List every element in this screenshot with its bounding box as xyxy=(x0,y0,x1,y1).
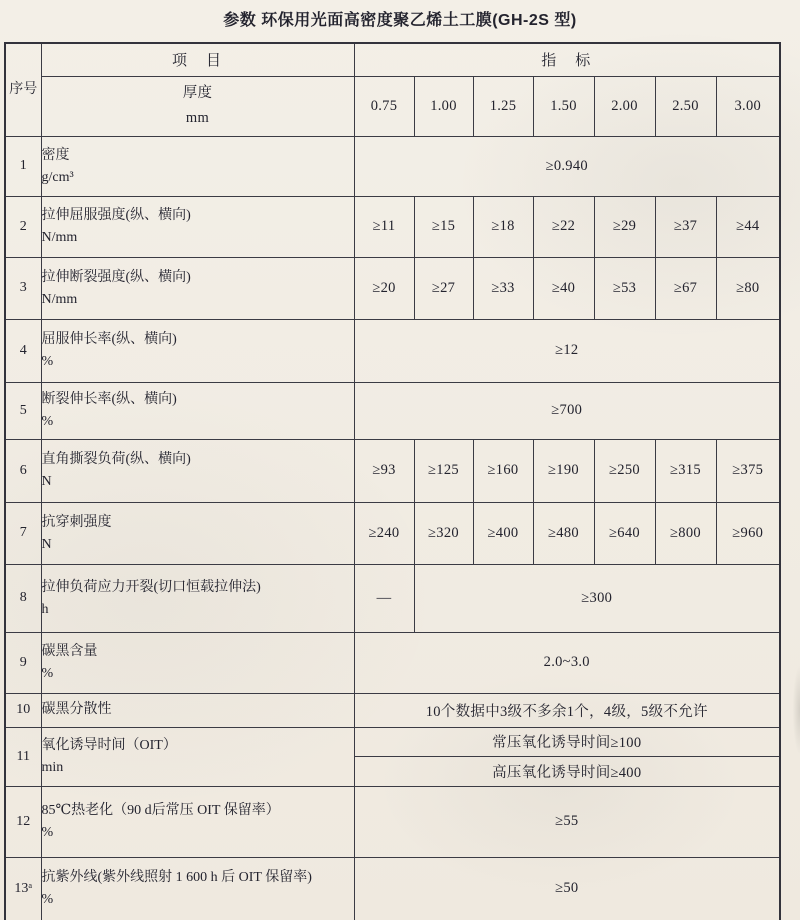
row-label-cell xyxy=(41,136,354,196)
thickness-value: 3.00 xyxy=(716,76,780,136)
row-value: ≥960 xyxy=(716,502,780,564)
header-row-1 xyxy=(5,43,780,76)
row-label-cell xyxy=(41,196,354,257)
table-row xyxy=(5,727,780,756)
thickness-label: 厚度 xyxy=(182,84,213,101)
row-value: ≥640 xyxy=(594,502,655,564)
row-seq: 6 xyxy=(5,439,41,502)
header-seq: 序号 xyxy=(5,43,41,136)
table-row xyxy=(5,857,780,920)
row-value: ≥29 xyxy=(594,196,655,257)
row-value-span: 2.0~3.0 xyxy=(354,632,780,693)
row-value: ≥240 xyxy=(354,502,414,564)
row-value: ≥53 xyxy=(594,257,655,319)
row-value: ≥40 xyxy=(533,257,594,319)
row-seq: 12 xyxy=(5,786,41,857)
thickness-value: 1.00 xyxy=(414,76,473,136)
row-unit: N/mm xyxy=(41,230,78,246)
row-value: ≥80 xyxy=(716,257,780,319)
row-label: 屈服伸长率(纵、横向) xyxy=(41,332,177,348)
row-label: 抗紫外线(紫外线照射 1 600 h 后 OIT 保留率) xyxy=(41,870,312,886)
row-label-cell xyxy=(41,693,354,727)
table-row xyxy=(5,439,780,502)
row-label: 碳黑含量 xyxy=(41,644,98,660)
row-label-cell xyxy=(41,727,354,786)
row-value: ≥190 xyxy=(533,439,594,502)
table-row xyxy=(5,786,780,857)
row-value-span: ≥50 xyxy=(354,857,780,920)
row-label-cell xyxy=(41,564,354,632)
row-value-sub2: 高压氧化诱导时间≥400 xyxy=(354,756,780,786)
row-label: 拉伸屈服强度(纵、横向) xyxy=(41,208,191,224)
row-label: 碳黑分散性 xyxy=(41,702,112,718)
row-value-span: ≥12 xyxy=(354,319,780,382)
row-value: ≥27 xyxy=(414,257,473,319)
table-row xyxy=(5,564,780,632)
row-label-cell xyxy=(41,319,354,382)
row-seq: 4 xyxy=(5,319,41,382)
row-value: ≥480 xyxy=(533,502,594,564)
thickness-value: 1.25 xyxy=(473,76,533,136)
row-label: 拉伸断裂强度(纵、横向) xyxy=(41,269,191,285)
row-label: 抗穿刺强度 xyxy=(41,514,112,530)
row-value-span: ≥700 xyxy=(354,382,780,439)
row-seq: 8 xyxy=(5,564,41,632)
row-unit: N xyxy=(41,474,52,490)
row-value: ≥15 xyxy=(414,196,473,257)
row-label-cell xyxy=(41,632,354,693)
row-value: ≥18 xyxy=(473,196,533,257)
row-value: ≥93 xyxy=(354,439,414,502)
row-value: ≥800 xyxy=(655,502,716,564)
row-unit: g/cm³ xyxy=(41,169,74,185)
row-label-cell xyxy=(41,857,354,920)
row-seq: 1 xyxy=(5,136,41,196)
page-title: 参数 环保用光面高密度聚乙烯土工膜(GH-2S 型) xyxy=(223,12,577,29)
table-row xyxy=(5,257,780,319)
row-label: 断裂伸长率(纵、横向) xyxy=(41,392,177,408)
scan-artifact xyxy=(786,630,800,790)
thickness-value: 1.50 xyxy=(533,76,594,136)
row-seq: 2 xyxy=(5,196,41,257)
row-value-sub1: 常压氧化诱导时间≥100 xyxy=(354,727,780,756)
row-value: ≥320 xyxy=(414,502,473,564)
row-value: ≥160 xyxy=(473,439,533,502)
row-unit: N/mm xyxy=(41,291,78,307)
row-value-span: ≥55 xyxy=(354,786,780,857)
row-value: ≥250 xyxy=(594,439,655,502)
row-value: ≥33 xyxy=(473,257,533,319)
row-value-span: ≥0.940 xyxy=(354,136,780,196)
row-value: ≥20 xyxy=(354,257,414,319)
row-unit: N xyxy=(41,536,52,552)
row-unit: % xyxy=(41,825,54,841)
spec-table xyxy=(4,42,781,920)
row-label-cell xyxy=(41,786,354,857)
row-seq: 9 xyxy=(5,632,41,693)
row-label-cell xyxy=(41,382,354,439)
table-row xyxy=(5,502,780,564)
thickness-value: 2.00 xyxy=(594,76,655,136)
row-seq: 3 xyxy=(5,257,41,319)
row-unit: h xyxy=(41,601,49,617)
row-value: ≥375 xyxy=(716,439,780,502)
table-row xyxy=(5,196,780,257)
row-seq: 7 xyxy=(5,502,41,564)
row-value: ≥67 xyxy=(655,257,716,319)
row-value-span: ≥300 xyxy=(414,564,780,632)
row-label: 直角撕裂负荷(纵、横向) xyxy=(41,452,191,468)
row-unit: min xyxy=(41,760,64,776)
row-unit: % xyxy=(41,414,54,430)
row-label: 氧化诱导时间（OIT） xyxy=(41,738,177,754)
row-seq: 5 xyxy=(5,382,41,439)
row-unit: % xyxy=(41,666,54,682)
thickness-value: 2.50 xyxy=(655,76,716,136)
row-label: 密度 xyxy=(41,147,70,163)
row-value: ≥44 xyxy=(716,196,780,257)
row-label-cell xyxy=(41,439,354,502)
row-value: ≥37 xyxy=(655,196,716,257)
header-item: 项 目 xyxy=(41,43,354,76)
row-label-cell xyxy=(41,502,354,564)
row-label: 85℃热老化（90 d后常压 OIT 保留率） xyxy=(41,803,280,819)
table-row xyxy=(5,319,780,382)
row-value: ≥125 xyxy=(414,439,473,502)
row-seq: 10 xyxy=(5,693,41,727)
row-value: ≥11 xyxy=(354,196,414,257)
row-value: ≥22 xyxy=(533,196,594,257)
table-row xyxy=(5,693,780,727)
header-row-2 xyxy=(5,76,780,136)
row-value: ≥315 xyxy=(655,439,716,502)
thickness-value: 0.75 xyxy=(354,76,414,136)
row-unit: % xyxy=(41,892,54,908)
row-unit: % xyxy=(41,354,54,370)
row-seq: 11 xyxy=(5,727,41,786)
row-label: 拉伸负荷应力开裂(切口恒载拉伸法) xyxy=(41,579,261,595)
row-value: ≥400 xyxy=(473,502,533,564)
row-seq: 13ᵃ xyxy=(5,857,41,920)
header-thickness xyxy=(41,76,354,136)
row-label-cell xyxy=(41,257,354,319)
thickness-unit: mm xyxy=(185,110,210,126)
table-row xyxy=(5,136,780,196)
row-value-span: 10个数据中3级不多余1个，4级，5级不允许 xyxy=(354,693,780,727)
row-value-dash: — xyxy=(354,564,414,632)
table-row xyxy=(5,382,780,439)
header-indicator: 指 标 xyxy=(354,43,780,76)
table-row xyxy=(5,632,780,693)
